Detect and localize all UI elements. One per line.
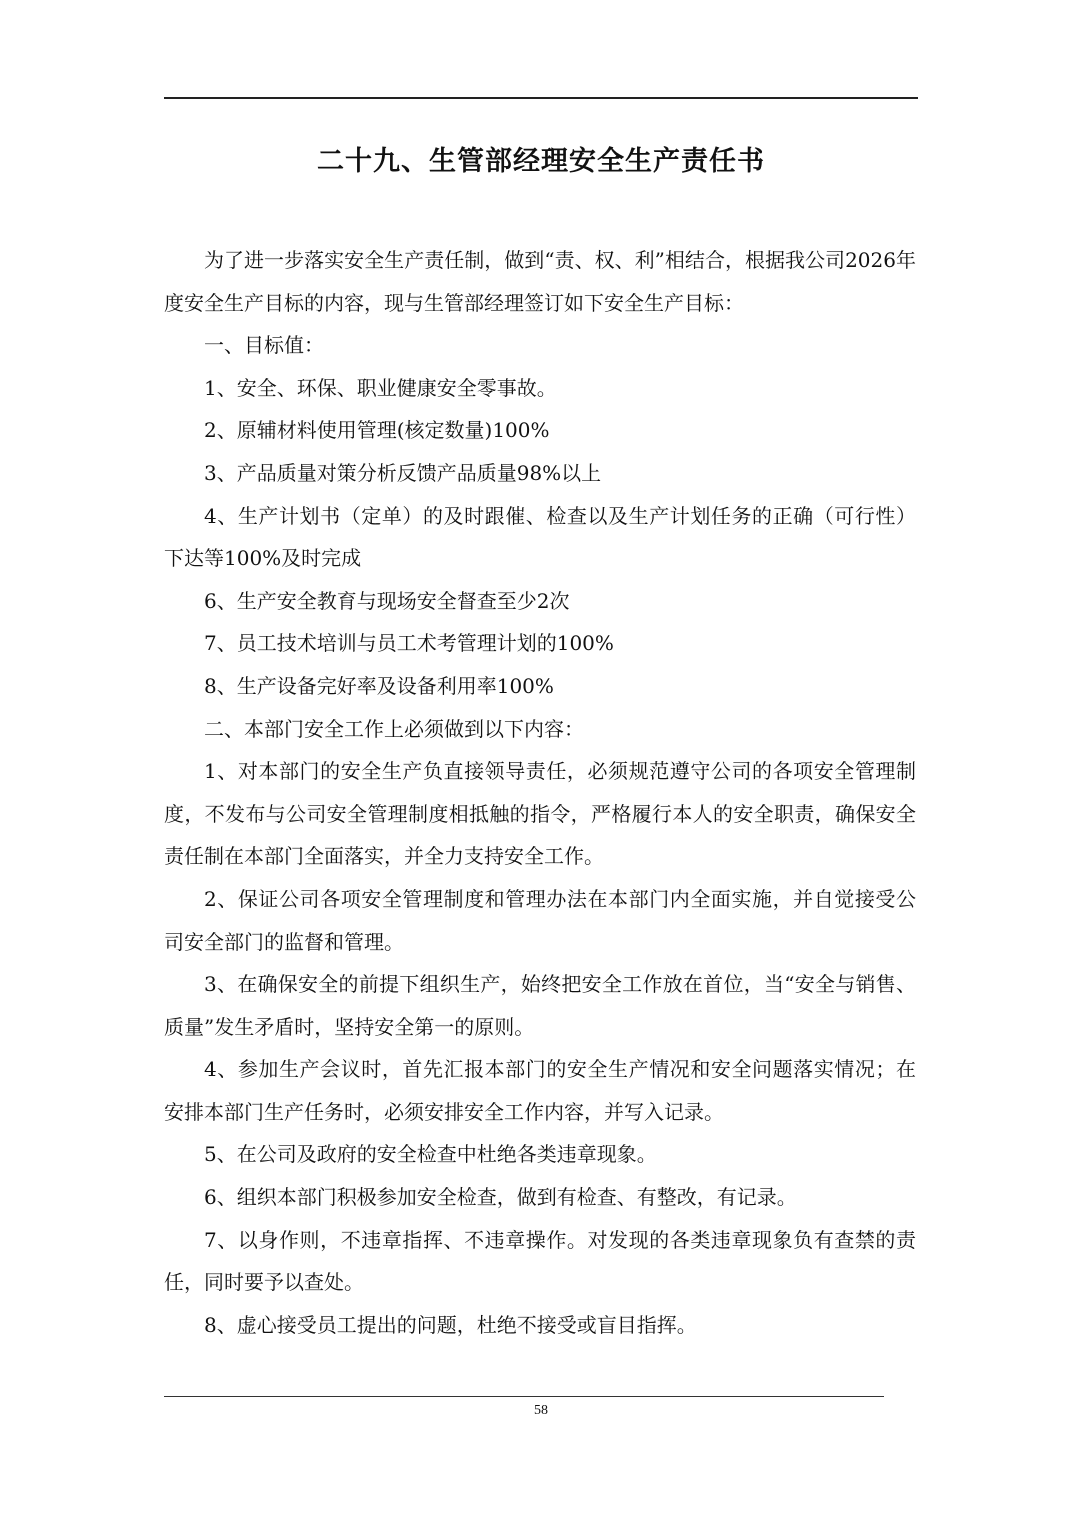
duty-item: 2、保证公司各项安全管理制度和管理办法在本部门内全面实施，并自觉接受公司安全部门的监督和管理。 (164, 886, 916, 954)
target-item: 2、原辅材料使用管理(核定数量)100% (204, 418, 550, 443)
duty-item: 1、对本部门的安全生产负直接领导责任，必须规范遵守公司的各项安全管理制度，不发布与公司安全管理制度相抵触的指令，严格履行本人的安全职责，确保安全责任制在本部门全面落实，并全力支持安全工作。 (164, 759, 916, 869)
duty-item: 6、组织本部门积极参加安全检查，做到有检查、有整改，有记录。 (204, 1185, 797, 1210)
target-item: 7、员工技术培训与员工术考管理计划的100% (204, 631, 614, 656)
page-number: 58 (534, 1403, 548, 1418)
duty-item: 5、在公司及政府的安全检查中杜绝各类违章现象。 (204, 1142, 657, 1167)
target-item: 4、生产计划书（定单）的及时跟催、检查以及生产计划任务的正确（可行性）下达等100%及时完成 (164, 503, 916, 571)
target-item: 3、产品质量对策分析反馈产品质量98%以上 (204, 460, 602, 485)
target-item: 6、生产安全教育与现场安全督查至少2次 (204, 588, 570, 613)
target-item: 1、安全、环保、职业健康安全零事故。 (204, 375, 557, 400)
intro-paragraph: 为了进一步落实安全生产责任制，做到“责、权、利”相结合，根据我公司2026年度安全生产目标的内容，现与生管部经理签订如下安全生产目标： (164, 248, 916, 315)
duty-item: 8、虚心接受员工提出的问题，杜绝不接受或盲目指挥。 (204, 1312, 697, 1337)
section-heading-duties: 二、本部门安全工作上必须做到以下内容： (204, 716, 584, 741)
header-rule (164, 97, 918, 99)
section-heading-targets: 一、目标值： (204, 333, 324, 358)
target-item: 8、生产设备完好率及设备利用率100% (204, 673, 554, 698)
document-body (164, 239, 916, 1346)
duty-item: 4、参加生产会议时，首先汇报本部门的安全生产情况和安全问题落实情况；在安排本部门生产任务时，必须安排安全工作内容，并写入记录。 (164, 1057, 916, 1124)
document-title: 二十九、生管部经理安全生产责任书 (317, 146, 765, 177)
duty-item: 3、在确保安全的前提下组织生产，始终把安全工作放在首位，当“安全与销售、质量”发生矛盾时，坚持安全第一的原则。 (164, 972, 916, 1039)
duty-item: 7、以身作则，不违章指挥、不违章操作。对发现的各类违章现象负有查禁的责任，同时要予以查处。 (164, 1227, 916, 1295)
footer-rule (164, 1396, 884, 1397)
